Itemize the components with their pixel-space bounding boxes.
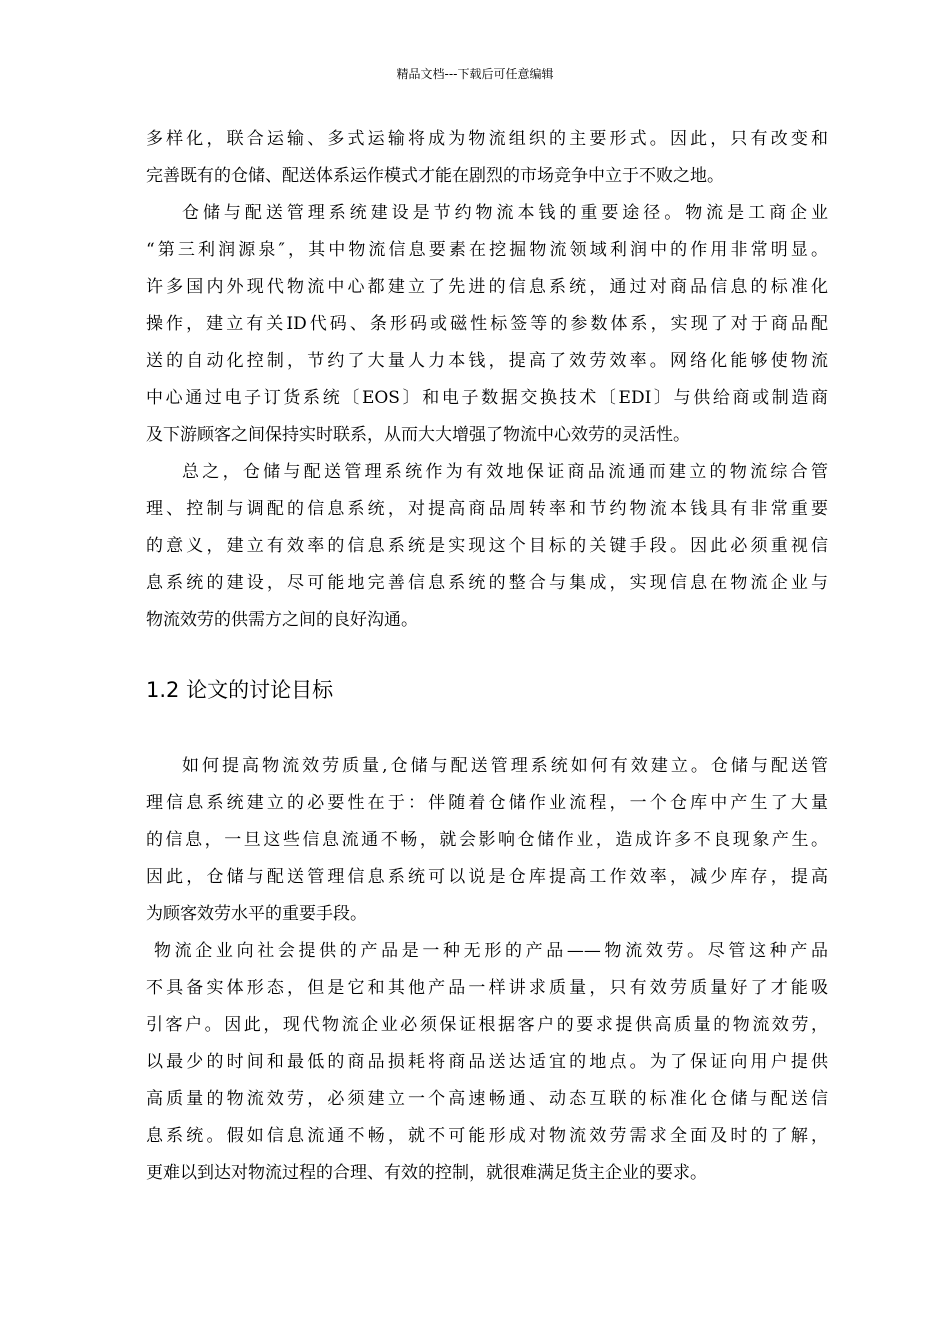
text-line: 的信息，一旦这些信息流通不畅，就会影响仓储作业，造成许多不良现象产生。 [146,830,828,850]
text-line: 多样化，联合运输、多式运输将成为物流组织的主要形式。因此，只有改变和 [146,129,828,149]
text-line: 更难以到达对物流过程的合理、有效的控制，就很难满足货主企业的要求。 [146,1163,707,1183]
text-line: 以最少的时间和最低的商品损耗将商品送达适宜的地点。为了保证向用户提供 [146,1052,828,1072]
text-line: 及下游顾客之间保持实时联系，从而大大增强了物流中心效劳的灵活性。 [146,425,690,445]
text-line: 息系统。假如信息流通不畅，就不可能形成对物流效劳需求全面及时的了解， [146,1126,828,1146]
text-line: “第三利润源泉″，其中物流信息要素在挖掘物流领域利润中的作用非常明显。 [146,240,828,260]
text-line: 高质量的物流效劳，必须建立一个高速畅通、动态互联的标准化仓储与配送信 [146,1089,828,1109]
text-line: 如何提高物流效劳质量,仓储与配送管理系统如何有效建立。仓储与配送管 [182,756,828,776]
paragraph-5 [146,933,828,1192]
text-line: 因此，仓储与配送管理信息系统可以说是仓库提高工作效率，减少库存，提高 [146,867,828,887]
text-line: 不具备实体形态，但是它和其他产品一样讲求质量，只有效劳质量好了才能吸 [146,978,828,998]
text-line: 理、控制与调配的信息系统，对提高商品周转率和节约物流本钱具有非常重要 [146,499,828,519]
text-line: 总之，仓储与配送管理系统作为有效地保证商品流通而建立的物流综合管 [182,462,828,482]
page-header: 精品文档---下载后可任意编辑 [396,67,554,81]
text-line: 完善既有的仓储、配送体系运作模式才能在剧烈的市场竞争中立于不败之地。 [146,166,724,186]
text-line: 的意义，建立有效率的信息系统是实现这个目标的关键手段。因此必须重视信 [146,536,828,556]
text-line: 仓储与配送管理系统建设是节约物流本钱的重要途径。物流是工商企业 [182,203,828,223]
text-line: 送的自动化控制，节约了大量人力本钱，提高了效劳效率。网络化能够使物流 [146,351,828,371]
text-line: 物流效劳的供需方之间的良好沟通。 [146,610,418,630]
text-line: 为顾客效劳水平的重要手段。 [146,904,367,924]
text-line: 中心通过电子订货系统〔EOS〕和电子数据交换技术〔EDI〕与供给商或制造商 [146,388,828,408]
body-block-bottom [146,748,828,1192]
paragraph-1 [146,121,828,195]
text-line: 息系统的建设，尽可能地完善信息系统的整合与集成，实现信息在物流企业与 [146,573,828,593]
paragraph-2 [146,195,828,454]
section-heading: 1.2 论文的讨论目标 [146,678,334,702]
text-line: 物流企业向社会提供的产品是一种无形的产品——物流效劳。尽管这种产品 [154,941,828,961]
text-line: 理信息系统建立的必要性在于：伴随着仓储作业流程，一个仓库中产生了大量 [146,793,828,813]
text-line: 引客户。因此，现代物流企业必须保证根据客户的要求提供高质量的物流效劳， [146,1015,828,1035]
text-line: 操作，建立有关ID代码、条形码或磁性标签等的参数体系，实现了对于商品配 [146,314,828,334]
text-line: 许多国内外现代物流中心都建立了先进的信息系统，通过对商品信息的标准化 [146,277,828,297]
paragraph-4 [146,748,828,933]
paragraph-3 [146,454,828,639]
body-block-top [146,121,828,639]
